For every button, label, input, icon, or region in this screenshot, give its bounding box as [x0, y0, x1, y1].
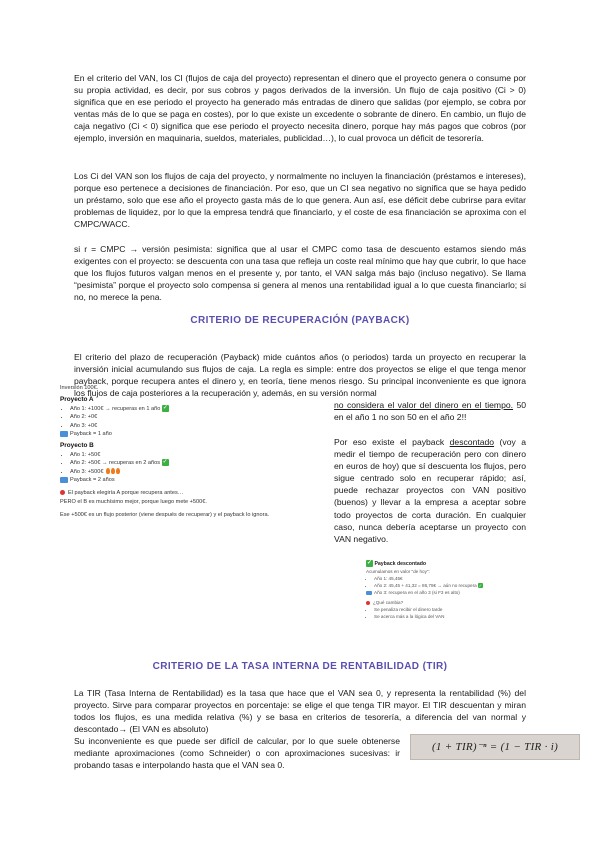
pin-icon — [60, 490, 65, 495]
info-icon — [366, 591, 372, 595]
project-a-result: Payback = 1 año — [60, 430, 326, 438]
descontado-question: ¿Qué cambia? — [366, 599, 531, 606]
paragraph-van-ci: En el criterio del VAN, los CI (flujos de caja del proyecto) representan el dinero que el proyecto genera o consume por su propia actividad, es decir, por sus cobros y pagos derivados de la inversión. Un flujo de caja positivo (Ci > 0) significa que en ese periodo el proyecto ha generado más entradas de dinero que salidas (por ejemplo, se cobra por ventas más de lo que se paga en costes), por lo que existe un excedente o sobrante de dinero. En cambio, un flujo de caja negativo (Ci < 0) significa que ese periodo el proyecto necesita dinero, porque hay más pagos que cobros (por ejemplo, inversión en maquinaria, sueldos, materiales, publicidad…), lo cual provoca un déficit de tesorería. — [74, 73, 526, 144]
fire-icon — [116, 468, 120, 474]
descontado-q-item: • Se acerca más a la lógica del VAN — [374, 613, 531, 620]
project-a-item: • Año 2: +0€ — [70, 413, 326, 421]
payback-tail-text: 50 en el año 1 no son 50 en el año 2!! — [334, 400, 526, 423]
check-icon: ✓ — [478, 583, 483, 589]
descontado-line-1: Acumulamos en valor "de hoy": — [366, 568, 430, 574]
project-a-title: Proyecto A — [60, 396, 94, 404]
check-icon: ✓ — [162, 404, 168, 411]
descontado-text-b: (voy a medir el tiempo de recuperación pero con dinero en euros de hoy) que sí descuenta los flujos, pero sigue centrado solo en recuperar rápido; así, puede rechazar proyectos con VAN positivo (buenos) y llevar a la empresa a aceptar sobre todo proyectos de corta duración. En cualquier caso, nunca debería aceptarse un proyecto con VAN negativo. — [334, 437, 526, 544]
info-icon — [60, 431, 68, 437]
payback-note-1: El payback elegiría A porque recupera antes… — [60, 489, 326, 497]
fire-icon — [111, 468, 115, 474]
paragraph-pesimista: si r = CMPC → versión pesimista: significa que al usar el CMPC como tasa de descuento estamos siendo más exigentes con el proyecto: se descuenta con una tasa que refleja un coste real mínimo que hay que cubrir, lo que hace que los flujos futuros valgan menos en el presente y, por tanto, el VAN salga más bajo (incluso negativo). Se llama “pesimista” porque el proyecto solo compensa si genera al menos una rentabilidad igual a lo que cuesta financiarlo; si no, no merece la pena. — [74, 244, 526, 303]
check-icon: ✓ — [162, 459, 168, 466]
project-b-list — [60, 451, 326, 476]
descontado-q-item: • Se penaliza recibir el dinero tarde — [374, 606, 531, 613]
paragraph-tir-inconv: Su inconveniente es que puede ser difícil de calcular, por lo que suele obtenerse mediante aproximaciones (como Schneider) o con aproximaciones sucesivas: ir probando tasas e interpolando hasta que el VAN sea 0. — [74, 736, 400, 771]
project-b-item: • Año 3: +500€ — [70, 468, 326, 476]
payback-intro-text: El criterio del plazo de recuperación (Payback) mide cuántos años (o periodos) tarda un proyecto en recuperar la inversión inicial acumulando sus flujos de caja. La regla es simple: entre dos proyectos se elige el que tenga menor payback, porque recupera antes el dinero y, en teoría, tiene menos riesgo. Su principal inconveniente es que ignora los flujos de caja posteriores a la recuperación y, además, en su versión normal — [74, 352, 526, 399]
descontado-title: ✓ Payback descontado — [366, 560, 427, 567]
descontado-text-a: Por eso existe el payback — [334, 437, 445, 447]
paragraph-tir-def: La TIR (Tasa Interna de Rentabilidad) es la tasa que hace que el VAN sea 0, y representa la rentabilidad (%) del proyecto. Sirve para comparar proyectos en porcentaje: se elige el que tenga TIR mayor. El TIR descuentan y miran todos los flujos, es una medida relativa (%) y se basa en criterios de tesorería, a diferencia del van normal y descontado→ (El VAN es absoluto) — [74, 688, 526, 735]
payback-no-considera: no considera el valor del dinero en el tiempo. — [334, 400, 514, 410]
payback-example-image — [60, 384, 326, 534]
tir-formula-image: (1 + TIR)⁻ⁿ = (1 − TIR · i) — [410, 734, 580, 760]
descontado-list — [366, 575, 531, 589]
descontado-example-image — [366, 560, 531, 655]
project-b-item: • Año 2: +50€ → recuperas en 2 años ✓ — [70, 459, 326, 467]
descontado-q-list — [366, 606, 531, 620]
project-b-item: • Año 1: +50€ — [70, 451, 326, 459]
paragraph-descontado — [334, 436, 526, 545]
paragraph-payback-tail — [334, 399, 526, 423]
payback-note-3: Ese +500€ es un flujo posterior (viene después de recuperar) y el payback lo ignora. — [60, 512, 270, 519]
heading-tir: CRITERIO DE LA TASA INTERNA DE RENTABILIDAD (TIR) — [152, 661, 448, 672]
project-b-title: Proyecto B — [60, 442, 94, 450]
inversion-line: Inversión 100€. — [60, 385, 99, 391]
project-a-list — [60, 405, 326, 430]
check-icon: ✓ — [366, 560, 373, 566]
descontado-word: descontado — [449, 437, 495, 447]
pin-icon — [366, 601, 370, 605]
project-b-result: Payback = 2 años — [60, 476, 326, 484]
project-a-item: • Año 1: +100€ → recuperas en 1 año ✓ — [70, 405, 326, 413]
descontado-line-4: Año 3: recupera en el año 3 (si F3 es alto) — [366, 589, 531, 596]
paragraph-financiacion: Los Ci del VAN son los flujos de caja del proyecto, y normalmente no incluyen la financiación (préstamos e intereses), porque eso pertenece a decisiones de financiación. Por eso, que un CI sea negativo no significa que se haya pedido un préstamo, solo que ese año el proyecto gasta más de lo que genera. Aun así, ese déficit debe cubrirse para evitar problemas de liquidez, por lo que la empresa tendrá que financiarlo, y el coste de esa financiación se aproxima con el CMPC/WACC. — [74, 171, 526, 230]
descontado-item: • Año 2: 45,45 + 41,32 = 86,78€ → aún no recupera ✓ — [374, 582, 531, 589]
info-icon — [60, 477, 68, 483]
descontado-item: • Año 1: 45,45€ — [374, 575, 531, 582]
payback-note-2: PERO el B es muchísimo mejor, porque luego mete +500€. — [60, 498, 207, 505]
heading-payback: CRITERIO DE RECUPERACIÓN (PAYBACK) — [190, 315, 410, 326]
project-a-item: • Año 3: +0€ — [70, 422, 326, 430]
fire-icon — [106, 468, 110, 474]
